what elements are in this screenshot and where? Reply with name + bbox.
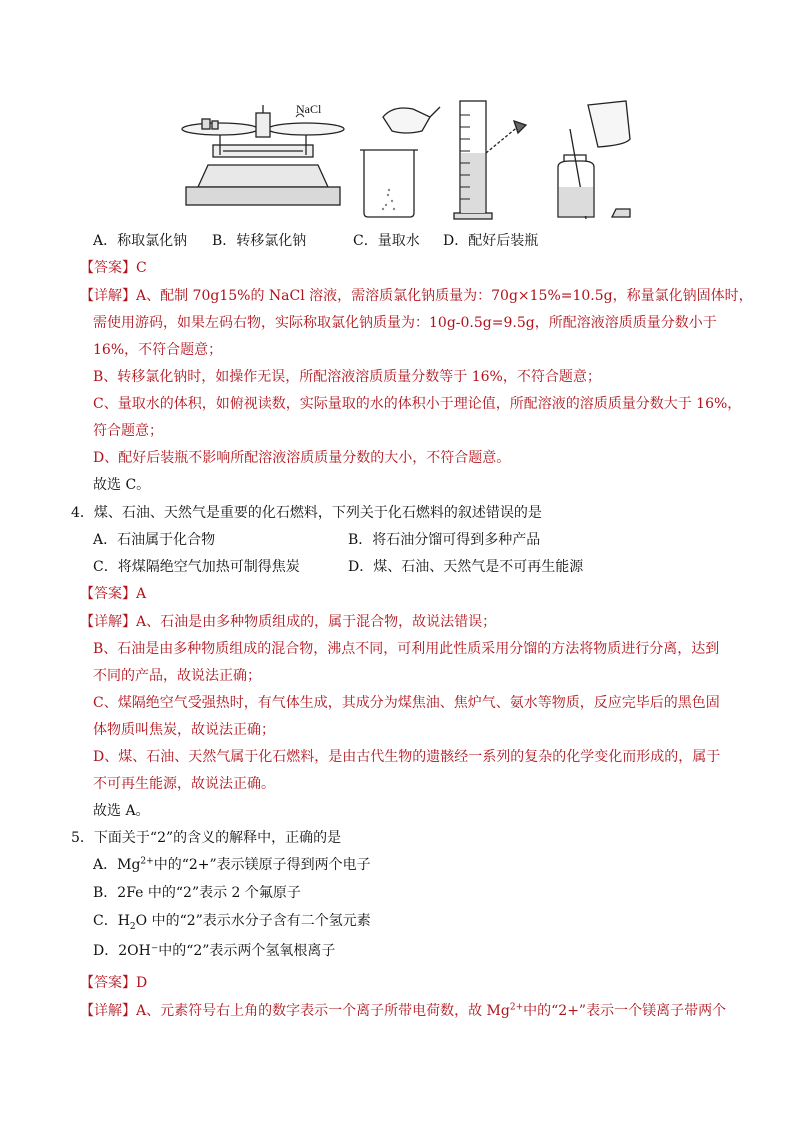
option-text: O 中的“2”表示水分子含有二个氢元素: [135, 913, 371, 929]
detail-text: A、配制 70g15%的 NaCl 溶液，需溶质氯化钠质量为：70g×15%=10.5g，称量氯化钠固体时，: [136, 288, 753, 304]
q3-detail-line: D、配好后装瓶不影响所配溶液溶质质量分数的大小，不符合题意。: [93, 450, 511, 466]
q5-stem: 5．下面关于“2”的含义的解释中，正确的是: [71, 830, 342, 846]
figure-option-b: B．转移氯化钠: [212, 233, 307, 249]
q3-detail-line: [80, 287, 753, 305]
option-text: A．Mg: [93, 857, 141, 873]
q4-detail-line: [80, 613, 496, 631]
q3-detail-line: 16%，不符合题意；: [93, 342, 223, 358]
q4-answer: [80, 585, 146, 603]
q3-answer: [80, 259, 147, 277]
option-text: C．H: [93, 913, 130, 929]
balance-icon: [182, 105, 344, 205]
q3-detail-line: B、转移氯化钠时，如操作无误，所配溶液溶质质量分数等于 16%，不符合题意；: [93, 369, 601, 385]
q4-detail-line: 不可再生能源，故说法正确。: [93, 776, 275, 792]
q5-answer: [80, 974, 147, 992]
beaker-hand-icon: [360, 107, 440, 217]
q4-conclusion: 故选 A。: [93, 803, 150, 819]
apparatus-drawing: [178, 95, 648, 225]
q5-option-c: [93, 912, 371, 930]
subscript: 2: [129, 921, 136, 932]
answer-value: D: [136, 975, 148, 991]
figure-option-a: A．称取氯化钠: [93, 233, 188, 249]
answer-tag: 【答案】: [80, 975, 136, 991]
q4-detail-line: 体物质叫焦炭，故说法正确；: [93, 722, 275, 738]
q3-detail-line: 符合题意；: [93, 423, 163, 439]
detail-text: A、元素符号右上角的数字表示一个离子所带电荷数，故 Mg: [136, 1003, 510, 1019]
q3-conclusion: 故选 C。: [93, 477, 151, 493]
q4-detail-line: 不同的产品，故说法正确；: [93, 668, 261, 684]
apparatus-figure: [178, 95, 648, 225]
detail-tag: 【详解】: [80, 1003, 136, 1019]
figure-option-d: D．配好后装瓶: [443, 233, 539, 249]
superscript: 2+: [509, 1002, 524, 1013]
q5-detail-line: [80, 1002, 726, 1020]
q4-detail-line: C、煤隔绝空气受强热时，有气体生成，其成分为煤焦油、焦炉气、氨水等物质，反应完毕后的黑色固: [93, 695, 720, 711]
figure-option-c: C．量取水: [353, 233, 420, 249]
q5-option-a: [93, 856, 371, 874]
q4-option-c: C．将煤隔绝空气加热可制得焦炭: [93, 559, 300, 575]
detail-text: 中的“2+”表示一个镁离子带两个: [523, 1003, 727, 1019]
q5-option-d: D．2OH⁻中的“2”表示两个氢氧根离子: [93, 943, 336, 959]
answer-value: C: [136, 260, 147, 276]
nacl-label: NaCl: [296, 102, 322, 116]
q3-detail-line: C、量取水的体积，如俯视读数，实际量取的水的体积小于理论值，所配溶液的溶质质量分数大于 16%，: [93, 396, 742, 412]
q3-detail-line: 需使用游码，如果左码右物，实际称取氯化钠质量为：10g-0.5g=9.5g，所配溶液溶质质量分数小于: [93, 315, 717, 331]
detail-text: A、石油是由多种物质组成的，属于混合物，故说法错误；: [136, 614, 497, 630]
q4-detail-line: B、石油是由多种物质组成的混合物，沸点不同，可利用此性质采用分馏的方法将物质进行分离，达到: [93, 641, 720, 657]
answer-value: A: [136, 586, 147, 602]
answer-tag: 【答案】: [80, 260, 136, 276]
option-text: 中的“2+”表示镁原子得到两个电子: [153, 857, 371, 873]
q4-stem: 4．煤、石油、天然气是重要的化石燃料，下列关于化石燃料的叙述错误的是: [71, 505, 542, 521]
q4-option-a: A．石油属于化合物: [93, 532, 216, 548]
q4-option-b: B．将石油分馏可得到多种产品: [348, 532, 541, 548]
graduated-cylinder-icon: [454, 101, 526, 219]
q5-option-b: B．2Fe 中的“2”表示 2 个氟原子: [93, 885, 301, 901]
bottle-pouring-icon: [558, 101, 630, 219]
q4-option-d: D．煤、石油、天然气是不可再生能源: [348, 559, 584, 575]
detail-tag: 【详解】: [80, 288, 136, 304]
superscript: 2+: [140, 856, 154, 867]
detail-tag: 【详解】: [80, 614, 136, 630]
q4-detail-line: D、煤、石油、天然气属于化石燃料，是由古代生物的遗骸经一系列的复杂的化学变化而形成的，属于: [93, 749, 721, 765]
answer-tag: 【答案】: [80, 586, 136, 602]
